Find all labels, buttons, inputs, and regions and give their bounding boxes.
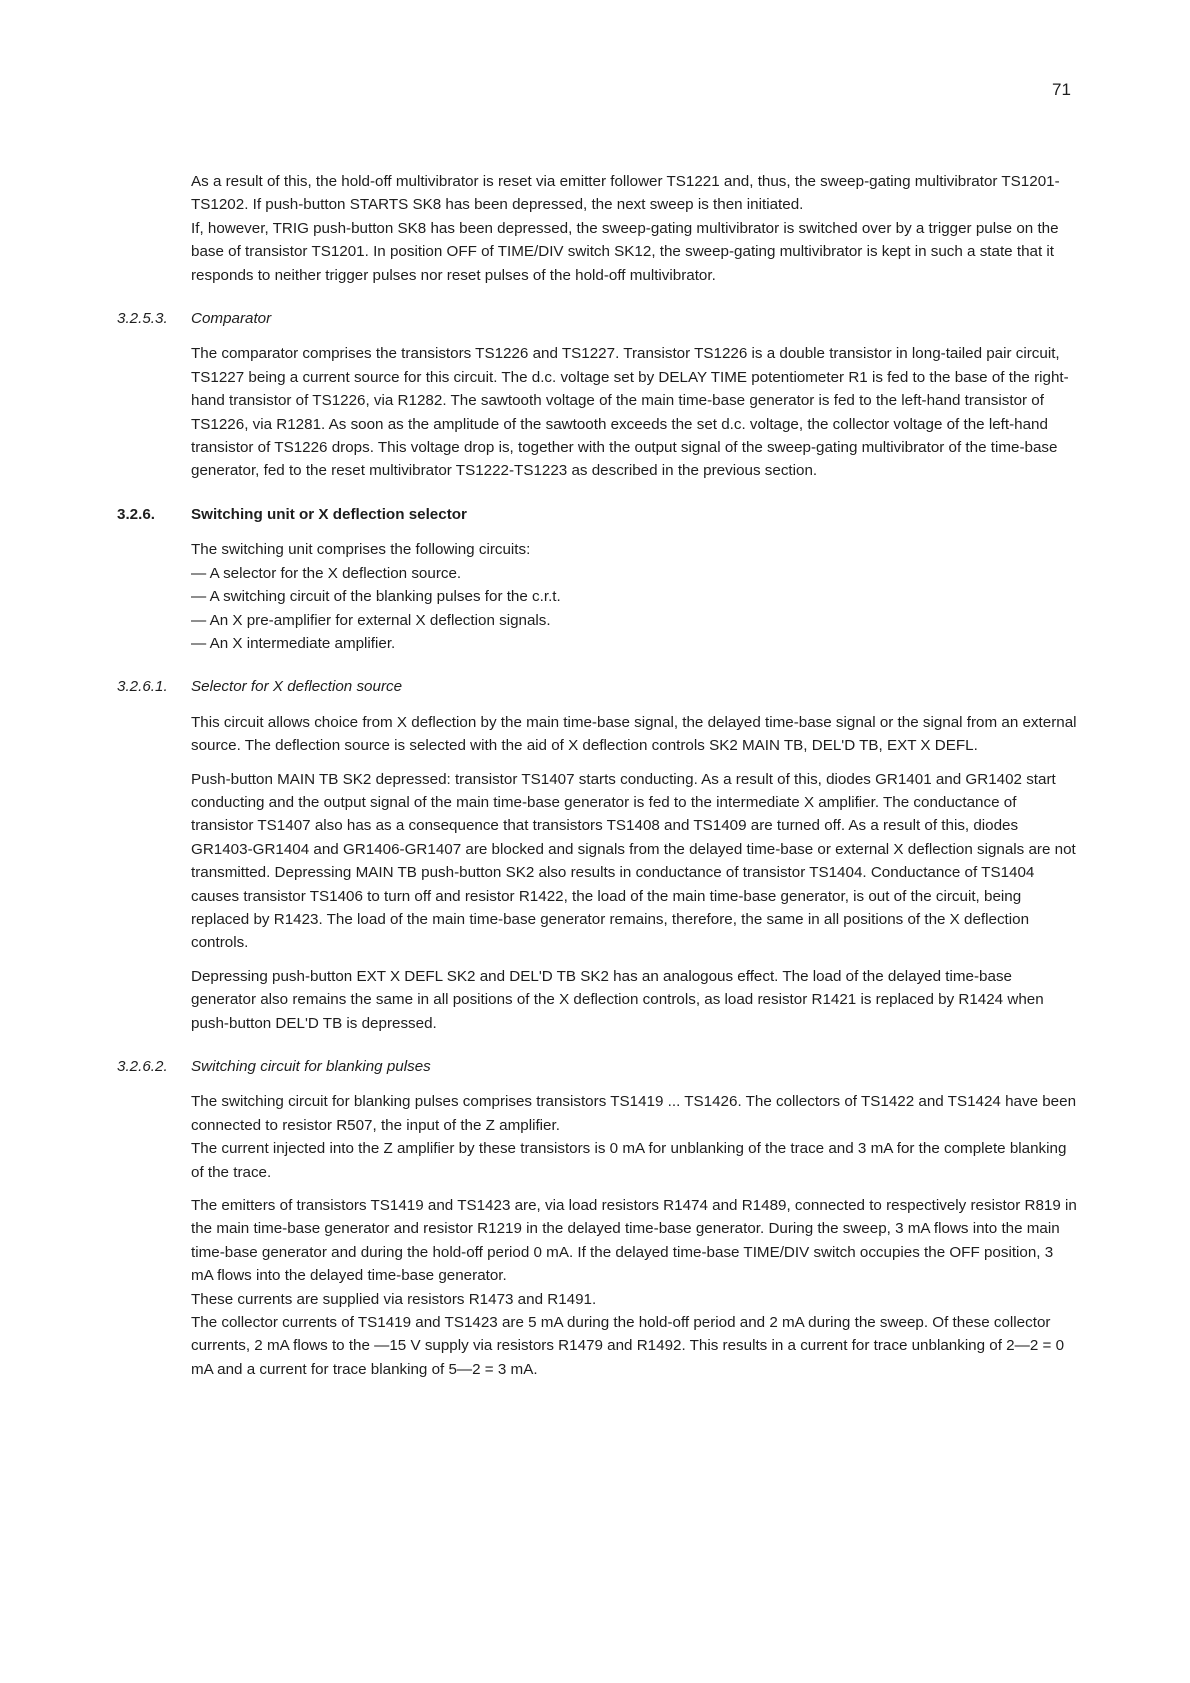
list-item: — A selector for the X deflection source.: [191, 564, 462, 582]
blanking-paragraph-2: The current injected into the Z amplifier by these transistors is 0 mA for unblanking of the trace and 3 mA for the complete blanking of the trace.: [191, 1140, 1067, 1181]
section-title: Selector for X deflection source: [191, 678, 403, 696]
intro-paragraph-1: As a result of this, the hold-off multivibrator is reset via emitter follower TS1221 and, thus, the sweep-gating multivibrator TS1201-TS1202. If push-button STARTS SK8 has been depressed, the next sweep is then initiated.: [191, 173, 1060, 214]
section-heading-3261: [117, 675, 1077, 698]
page-number: 71: [1052, 80, 1071, 99]
section-heading-326: [117, 503, 1077, 526]
switching-unit-intro: The switching unit comprises the following circuits:: [191, 541, 531, 559]
selector-paragraph-2: Push-button MAIN TB SK2 depressed: transistor TS1407 starts conducting. As a result of this, diodes GR1401 and GR1402 start conducting and the output signal of the main time-base generator is fed to the intermediate X amplifier. The conductance of transistor TS1407 also has as a consequence that transistors TS1408 and TS1409 are turned off. As a result of this, diodes GR1403-GR1404 and GR1406-GR1407 are blocked and signals from the delayed time-base or external X deflection signals are not transmitted. Depressing MAIN TB push-button SK2 also results in conductance of transistor TS1404. Conductance of TS1404 causes transistor TS1406 to turn off and resistor R1422, the load of the main time-base generator, is out of the circuit, being replaced by R1423. The load of the main time-base generator remains, therefore, the same in all positions of the X deflection controls.: [191, 770, 1076, 952]
selector-paragraph-1: This circuit allows choice from X deflection by the main time-base signal, the delayed time-base signal or the signal from an external source. The deflection source is selected with the aid of X deflection controls SK2 MAIN TB, DEL'D TB, EXT X DEFL.: [191, 713, 1077, 755]
intro-paragraph-2: If, however, TRIG push-button SK8 has been depressed, the sweep-gating multivibrator is switched over by a trigger pulse on the base of transistor TS1201. In position OFF of TIME/DIV switch SK12, the sweep-gating multivibrator is kept in such a state that it responds to neither trigger pulses nor reset pulses of the hold-off multivibrator.: [191, 219, 1059, 284]
section-title: Switching circuit for blanking pulses: [191, 1058, 431, 1075]
list-item: — A switching circuit of the blanking pulses for the c.r.t.: [191, 588, 561, 606]
section-heading-3253: [117, 307, 1077, 330]
selector-paragraph-3: Depressing push-button EXT X DEFL SK2 and DEL'D TB SK2 has an analogous effect. The load of the delayed time-base generator also remains the same in all positions of the X deflection controls, as load resistor R1421 is replaced by R1424 when push-button DEL'D TB is depressed.: [191, 967, 1044, 1032]
section-heading-3262: [117, 1055, 1077, 1078]
section-title: Comparator: [191, 310, 272, 328]
section-number: 3.2.6.2.: [117, 1058, 168, 1075]
blanking-paragraph-3: The emitters of transistors TS1419 and TS1423 are, via load resistors R1474 and R1489, connected to respectively resistor R819 in the main time-base generator and resistor R1219 in the delayed time-base generator. During the sweep, 3 mA flows into the main time-base generator and during the hold-off period 0 mA. If the delayed time-base TIME/DIV switch occupies the OFF position, 3 mA flows into the delayed time-base generator.: [191, 1197, 1077, 1285]
section-title: Switching unit or X deflection selector: [191, 505, 467, 523]
blanking-paragraph-4: These currents are supplied via resistors R1473 and R1491.: [191, 1290, 597, 1308]
blanking-paragraph-5: The collector currents of TS1419 and TS1423 are 5 mA during the hold-off period and 2 mA during the sweep. Of these collector currents, 2 mA flows to the —15 V supply via resistors R1479 and R1492. This results in a current for trace unblanking of 2—2 = 0 mA and a current for trace blanking of 5—2 = 3 mA.: [191, 1314, 1065, 1378]
section-number: 3.2.6.: [117, 505, 155, 523]
blanking-paragraph-1: The switching circuit for blanking pulses comprises transistors TS1419 ... TS1426. The collectors of TS1422 and TS1424 have been connected to resistor R507, the input of the Z amplifier.: [191, 1093, 1077, 1134]
list-item: — An X pre-amplifier for external X deflection signals.: [191, 611, 551, 629]
section-number: 3.2.5.3.: [117, 310, 168, 328]
list-item: — An X intermediate amplifier.: [191, 634, 396, 652]
section-number: 3.2.6.1.: [117, 678, 168, 696]
comparator-paragraph: The comparator comprises the transistors TS1226 and TS1227. Transistor TS1226 is a double transistor in long-tailed pair circuit, TS1227 being a current source for this circuit. The d.c. voltage set by DELAY TIME potentiometer R1 is fed to the base of the right-hand transistor of TS1226, via R1282. The sawtooth voltage of the main time-base generator is fed to the left-hand transistor of TS1226, via R1281. As soon as the amplitude of the sawtooth exceeds the set d.c. voltage, the collector voltage of the left-hand transistor of TS1226 drops. This voltage drop is, together with the output signal of the sweep-gating multivibrator of the time-base generator, fed to the reset multivibrator TS1222-TS1223 as described in the previous section.: [191, 345, 1069, 480]
page-content: [117, 170, 1077, 1381]
